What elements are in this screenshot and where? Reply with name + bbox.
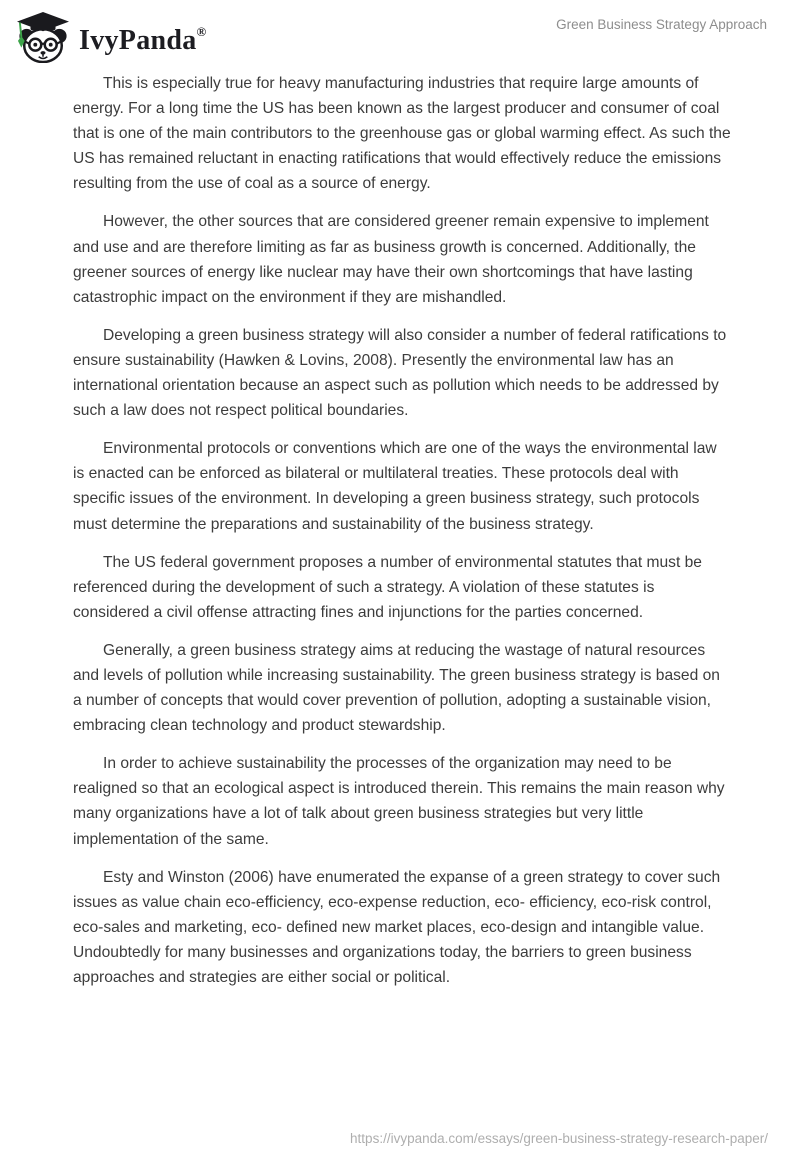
panda-graduate-logo-icon <box>14 11 72 63</box>
paragraph: However, the other sources that are considered greener remain expensive to implement and use and are therefore limiting as far as business growth is concerned. Additionally, the greener sources of energy like nuclear may have their own shortcomings that have lasting catastrophic impact on the environment if they are mishandled. <box>73 213 709 306</box>
paragraph: This is especially true for heavy manufacturing industries that require large amounts of energy. For a long time the US has been known as the largest producer and consumer of coal that is one of the main contributors to the greenhouse gas or global warming effect. As such the US has remained reluctant in enacting ratifications that would effectively reduce the emissions resulting from the use of coal as a source of energy. <box>73 75 731 193</box>
brand <box>14 6 207 67</box>
paragraph: Environmental protocols or conventions which are one of the ways the environmental law is enacted can be enforced as bilateral or multilateral treaties. These protocols deal with specific issues of the environment. In developing a green business strategy, such protocols must determine the preparations and sustainability of the business strategy. <box>73 440 717 533</box>
brand-name-text: IvyPanda <box>79 25 197 56</box>
source-url-link[interactable]: https://ivypanda.com/essays/green-business-strategy-research-paper/ <box>350 1131 768 1146</box>
paragraph: In order to achieve sustainability the processes of the organization may need to be realigned so that an ecological aspect is introduced therein. This remains the main reason why many organizations have a lot of talk about green business strategies but very little implementation of the same. <box>73 755 725 848</box>
brand-name <box>79 6 207 67</box>
essay-body <box>73 71 731 1003</box>
paragraph: Esty and Winston (2006) have enumerated the expanse of a green strategy to cover such issues as value chain eco-efficiency, eco-expense reduction, eco- efficiency, eco-risk control, eco-sales and marketing, eco- defined new market places, eco-design and intangible value. Undoubtedly for many businesses and organizations today, the barriers to green business approaches and strategies are either social or political. <box>73 868 721 986</box>
paragraph: The US federal government proposes a number of environmental statutes that must be referenced during the development of such a strategy. A violation of these statutes is considered a civil offense attracting fines and injunctions for the parties concerned. <box>73 553 702 621</box>
page-header <box>14 6 767 67</box>
running-title: Green Business Strategy Approach <box>556 17 767 32</box>
paragraph: Developing a green business strategy will also consider a number of federal ratifications to ensure sustainability (Hawken & Lovins, 2008). Presently the environmental law has an international orientation because an aspect such as pollution which needs to be addressed by such a law does not respect political boundaries. <box>73 326 727 420</box>
registered-mark: ® <box>196 24 207 39</box>
paragraph: Generally, a green business strategy aims at reducing the wastage of natural resources and levels of pollution while increasing sustainability. The green business strategy is based on a number of concepts that would cover prevention of pollution, adopting a sustainable vision, embracing clean technology and product stewardship. <box>73 641 720 735</box>
